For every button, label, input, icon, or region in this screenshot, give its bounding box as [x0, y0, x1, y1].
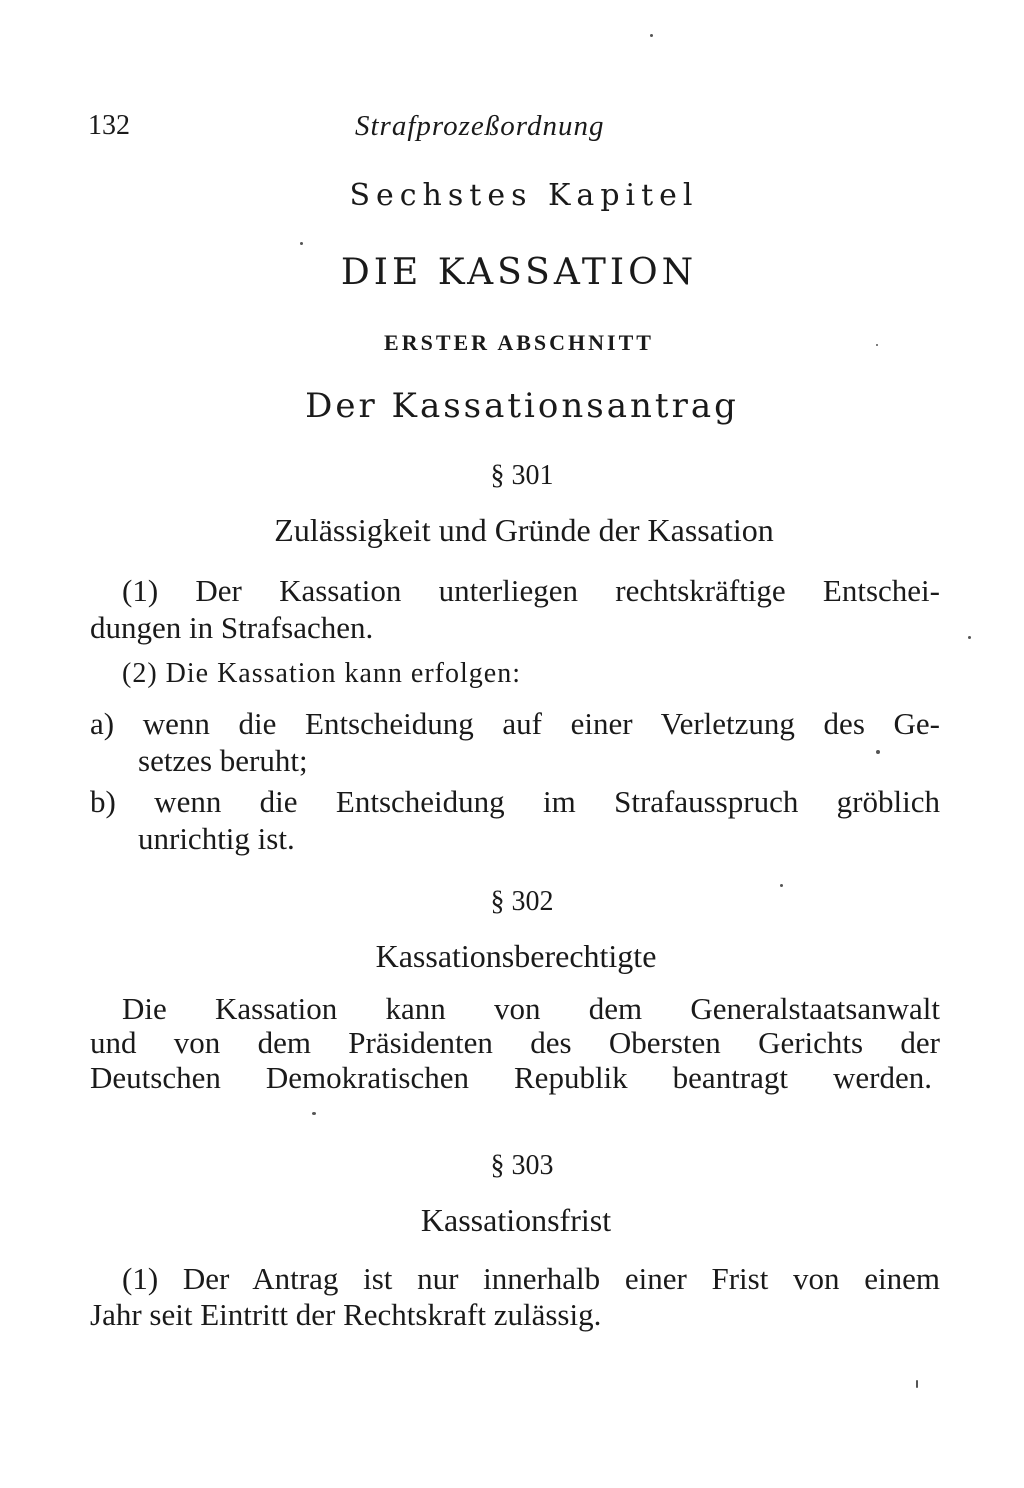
page-number: 132: [88, 110, 130, 141]
body-line: a) wenn die Entscheidung auf einer Verletzung des Ge-: [90, 706, 940, 741]
paragraph-title-303: Kassationsfrist: [420, 1202, 612, 1238]
body-line: setzes beruht;: [138, 743, 308, 778]
chapter-number: Sechstes Kapitel: [349, 178, 699, 213]
body-line: unrichtig ist.: [138, 821, 295, 856]
scan-speck: [968, 636, 971, 639]
scan-speck: [650, 34, 653, 37]
paragraph-title-301: Zulässigkeit und Gründe der Kassation: [274, 512, 774, 548]
body-line: (1) Der Antrag ist nur innerhalb einer Frist von einem: [122, 1261, 940, 1296]
body-line: (2) Die Kassation kann erfolgen:: [122, 658, 521, 689]
body-line: Jahr seit Eintritt der Rechtskraft zulässig.: [90, 1297, 602, 1332]
running-title: Strafprozeßordnung: [355, 110, 605, 142]
scan-speck: [916, 1380, 918, 1388]
section-title: Der Kassationsantrag: [305, 386, 739, 426]
body-line: (1) Der Kassation unterliegen rechtskräftige Entschei-: [122, 573, 940, 608]
paragraph-number-303: § 303: [490, 1150, 554, 1181]
scan-speck: [300, 242, 303, 245]
paragraph-number-302: § 302: [490, 886, 554, 917]
body-line: Deutschen Demokratischen Republik beantragt werden.: [90, 1060, 932, 1095]
section-label: ERSTER ABSCHNITT: [384, 330, 654, 355]
scan-speck: [876, 750, 880, 754]
paragraph-title-302: Kassationsberechtigte: [375, 938, 657, 974]
scan-speck: [780, 884, 783, 887]
body-line: und von dem Präsidenten des Obersten Gerichts der: [90, 1025, 940, 1060]
body-line: Die Kassation kann von dem Generalstaatsanwalt: [122, 991, 940, 1026]
body-line: b) wenn die Entscheidung im Strafausspruch gröblich: [90, 784, 940, 819]
chapter-title: DIE KASSATION: [340, 252, 698, 293]
body-line: dungen in Strafsachen.: [90, 610, 374, 645]
paragraph-number-301: § 301: [490, 460, 554, 491]
scan-speck: [312, 1112, 316, 1115]
scan-speck: [876, 344, 878, 346]
